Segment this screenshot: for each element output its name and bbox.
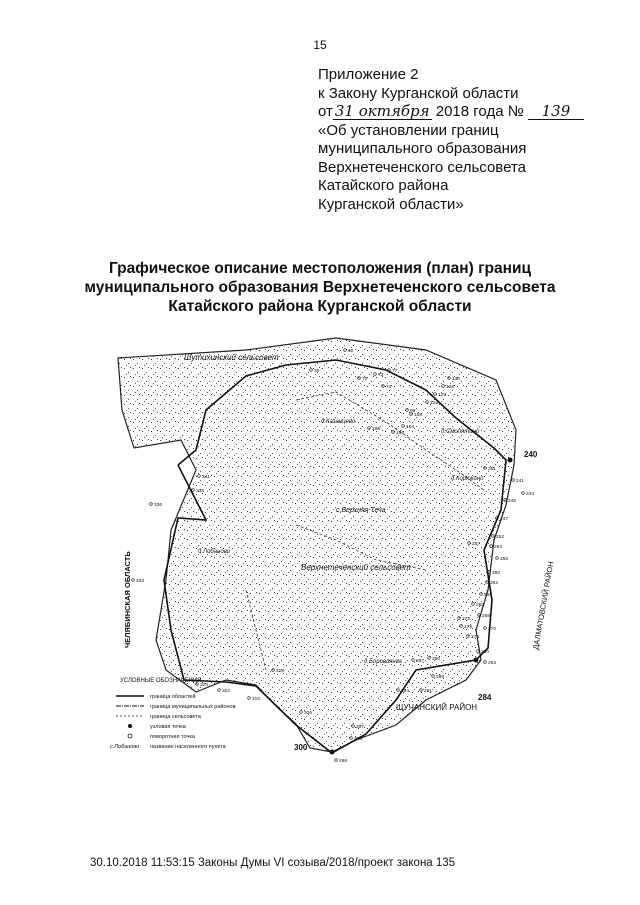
point-label: 306	[304, 711, 313, 716]
node-point	[508, 458, 513, 463]
point-label: 154	[406, 425, 415, 430]
point-label: 152	[396, 431, 405, 436]
point-label: 280	[481, 650, 490, 655]
point-label: 253	[494, 545, 503, 550]
turn-point	[335, 759, 338, 762]
turn-point	[248, 697, 251, 700]
turn-point	[150, 503, 153, 506]
point-label: 247	[500, 517, 509, 522]
settlement-label: д.Корюкино	[451, 476, 484, 482]
point-label: 287	[416, 659, 425, 664]
turn-point	[484, 627, 487, 630]
settlement-label: д.Боровлянка	[364, 659, 402, 665]
boundary-map	[96, 330, 560, 780]
point-label: 288	[436, 675, 445, 680]
legend-item: название населенного пункта	[150, 744, 226, 750]
turn-point	[132, 579, 135, 582]
settlement-label: д.Казанцево	[321, 419, 356, 425]
appendix-line: «Об установлении границ	[318, 121, 499, 139]
point-label: 252	[496, 535, 505, 540]
point-label: 257	[472, 542, 481, 547]
point-label-bold: 284	[478, 693, 492, 702]
point-label: 297	[356, 725, 365, 730]
appendix-line: Верхнетеченского сельсовета	[318, 158, 526, 176]
point-label-bold: 300	[294, 743, 308, 752]
appendix-line: Катайского района	[318, 177, 449, 194]
point-label: 245	[508, 499, 517, 504]
point-label: 322	[222, 689, 231, 694]
legend-item: граница сельсовета	[150, 714, 201, 720]
title-line: муниципального образования Верхнетеченского сельсовета	[84, 279, 556, 296]
point-label: 30	[314, 369, 320, 374]
point-label: 294	[401, 689, 410, 694]
appendix-year: 2018 года №	[435, 103, 524, 120]
point-label: 278	[464, 625, 473, 630]
point-label: 60	[348, 349, 354, 354]
point-label: 260	[492, 571, 501, 576]
point-label: 290	[432, 657, 441, 662]
point-label: 291	[424, 689, 433, 694]
point-label-bold: 240	[524, 450, 538, 459]
map-legend	[110, 678, 236, 750]
point-label: 341	[202, 475, 211, 480]
point-label: 243	[526, 492, 535, 497]
point-label: 318	[276, 669, 285, 674]
footer-path: 30.10.2018 11:53:15 Законы Думы VI созыва/2018/проект закона 135	[90, 857, 456, 869]
appendix-date-line	[318, 103, 584, 122]
appendix-line: Курганской области»	[318, 195, 464, 213]
point-label: 70	[362, 377, 368, 382]
legend-item: граница муниципальных районов	[150, 704, 236, 710]
point-label: 262	[490, 581, 499, 586]
point-label: 77	[392, 369, 398, 374]
turn-point	[218, 689, 221, 692]
settlement-label: д.Лобаново	[198, 549, 231, 555]
point-label: 73	[378, 373, 384, 378]
node-point	[474, 658, 479, 663]
point-label: 251	[488, 467, 497, 472]
legend-title: УСЛОВНЫЕ ОБОЗНАЧЕНИЯ	[120, 678, 202, 684]
point-label: 333	[136, 579, 145, 584]
settlement-label: с.Верхняя Теча	[336, 507, 386, 514]
title-line: Графическое описание местоположения (план) границ	[108, 260, 532, 277]
point-label: 266	[476, 603, 485, 608]
point-label: 96	[410, 409, 416, 414]
region-label-west: ЧЕЛЯБИНСКАЯ ОБЛАСТЬ	[123, 551, 132, 648]
point-label: 310	[252, 697, 261, 702]
territory-area	[118, 338, 516, 752]
turn-point	[512, 479, 515, 482]
legend-item: поворотная точка	[150, 734, 195, 740]
title-line: Катайского района Курганской области	[168, 298, 472, 315]
point-label: 293	[488, 661, 497, 666]
point-label: 270	[488, 627, 497, 632]
point-label: 298	[339, 759, 348, 764]
region-label-south: ЩУЧАНСКИЙ РАЙОН	[396, 703, 478, 712]
point-label: 124	[430, 401, 439, 406]
appendix-date-prefix: от	[318, 103, 333, 120]
point-label: 158	[414, 413, 423, 418]
handwritten-date: 31 октября	[334, 102, 430, 120]
settlement-label: д.Смолятино	[441, 429, 480, 435]
node-point	[330, 750, 335, 755]
point-label: 130	[452, 377, 461, 382]
turn-point	[484, 661, 487, 664]
region-label-north: Шутихинский сельсовет	[184, 353, 279, 362]
appendix-header	[318, 66, 584, 214]
appendix-line: муниципального образования	[318, 140, 527, 157]
point-label: 336	[154, 503, 163, 508]
region-label-center: Верхнетеченский сельсовет	[301, 563, 411, 572]
point-label: 150	[372, 427, 381, 432]
page-number: 15	[313, 38, 327, 52]
legend-item: узловая точка	[150, 724, 186, 730]
point-label: 125	[438, 393, 447, 398]
appendix-line: к Закону Курганской области	[318, 84, 519, 102]
document-title	[0, 259, 640, 316]
turn-point	[522, 492, 525, 495]
handwritten-number: 139	[528, 104, 584, 120]
point-label: 128	[446, 385, 455, 390]
turn-point	[496, 557, 499, 560]
legend-sample: с.Лобаново	[110, 744, 140, 750]
point-label: 265	[484, 593, 493, 598]
point-label: 338	[196, 489, 205, 494]
point-label: 255	[500, 557, 509, 562]
point-label: 74	[386, 385, 392, 390]
appendix-line: Приложение 2	[318, 66, 419, 83]
point-label: 324	[200, 683, 209, 688]
point-label: 276	[471, 635, 480, 640]
point-label: 296	[354, 737, 363, 742]
point-label: 268	[482, 614, 491, 619]
point-label: 241	[516, 479, 525, 484]
legend-item: граница областей	[150, 694, 196, 700]
region-label-east: ДАЛМАТОВСКИЙ РАЙОН	[531, 560, 556, 651]
point-label: 272	[462, 617, 471, 622]
